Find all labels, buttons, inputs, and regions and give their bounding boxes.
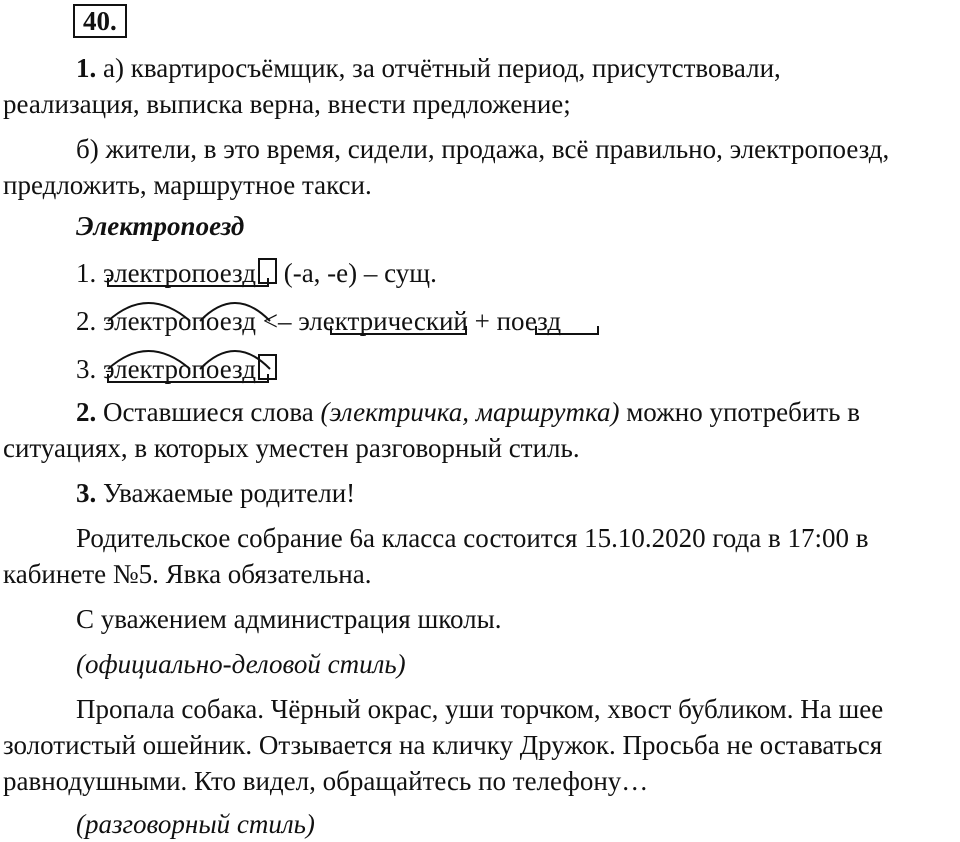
section2-line2: ситуациях, в которых уместен разговорный стиль. bbox=[3, 433, 580, 463]
item2-source-word: электрический bbox=[298, 306, 468, 336]
exercise-number: 40. bbox=[73, 4, 127, 38]
section1-part-b-line1: б) жители, в это время, сидели, продажа, всё правильно, электропоезд, bbox=[76, 134, 890, 164]
notice-line2: кабинете №5. Явка обязательна. bbox=[3, 559, 372, 589]
section1-part-a-line2: реализация, выписка верна, внести предложение; bbox=[3, 89, 571, 119]
analysis-item-2: 2. электропоезд <– электрический + поезд bbox=[76, 303, 561, 339]
item2-second-word: поезд bbox=[496, 306, 562, 336]
dog-line3: равнодушными. Кто видел, обращайтесь по телефону… bbox=[3, 766, 649, 796]
dog-line1: Пропала собака. Чёрный окрас, уши торчком, хвост бубликом. На шее bbox=[76, 694, 884, 724]
item3-word: электропоезд bbox=[103, 354, 256, 384]
dog-line2: золотистый ошейник. Отзывается на кличку Дружок. Просьба не оставаться bbox=[3, 730, 883, 760]
analysis-item-1: 1. электропоезд (-а, -е) – сущ. bbox=[76, 255, 437, 291]
section1-part-a-line1: 1. а) квартиросъёмщик, за отчётный период, присутствовали, bbox=[76, 53, 781, 83]
signature: С уважением администрация школы. bbox=[76, 604, 502, 634]
analysis-heading: Электропоезд bbox=[76, 211, 245, 241]
style-label-colloquial: (разговорный стиль) bbox=[76, 809, 315, 839]
section2-line1: 2. Оставшиеся слова (электричка, маршрутка) можно употребить в bbox=[76, 397, 860, 427]
section1-number: 1. bbox=[76, 53, 97, 83]
zero-ending-box bbox=[258, 258, 277, 284]
notice-line1: Родительское собрание 6а класса состоится 15.10.2020 года в 17:00 в bbox=[76, 523, 869, 553]
style-label-official: (официально-деловой стиль) bbox=[76, 649, 406, 679]
item2-word: электропоезд bbox=[103, 306, 256, 336]
section1-part-b-line2: предложить, маршрутное такси. bbox=[3, 170, 372, 200]
zero-ending-box bbox=[258, 354, 277, 380]
item1-word: электропоезд bbox=[103, 258, 256, 288]
section3-greeting: 3. Уважаемые родители! bbox=[76, 478, 356, 508]
analysis-item-3: 3. электропоезд bbox=[76, 351, 277, 387]
